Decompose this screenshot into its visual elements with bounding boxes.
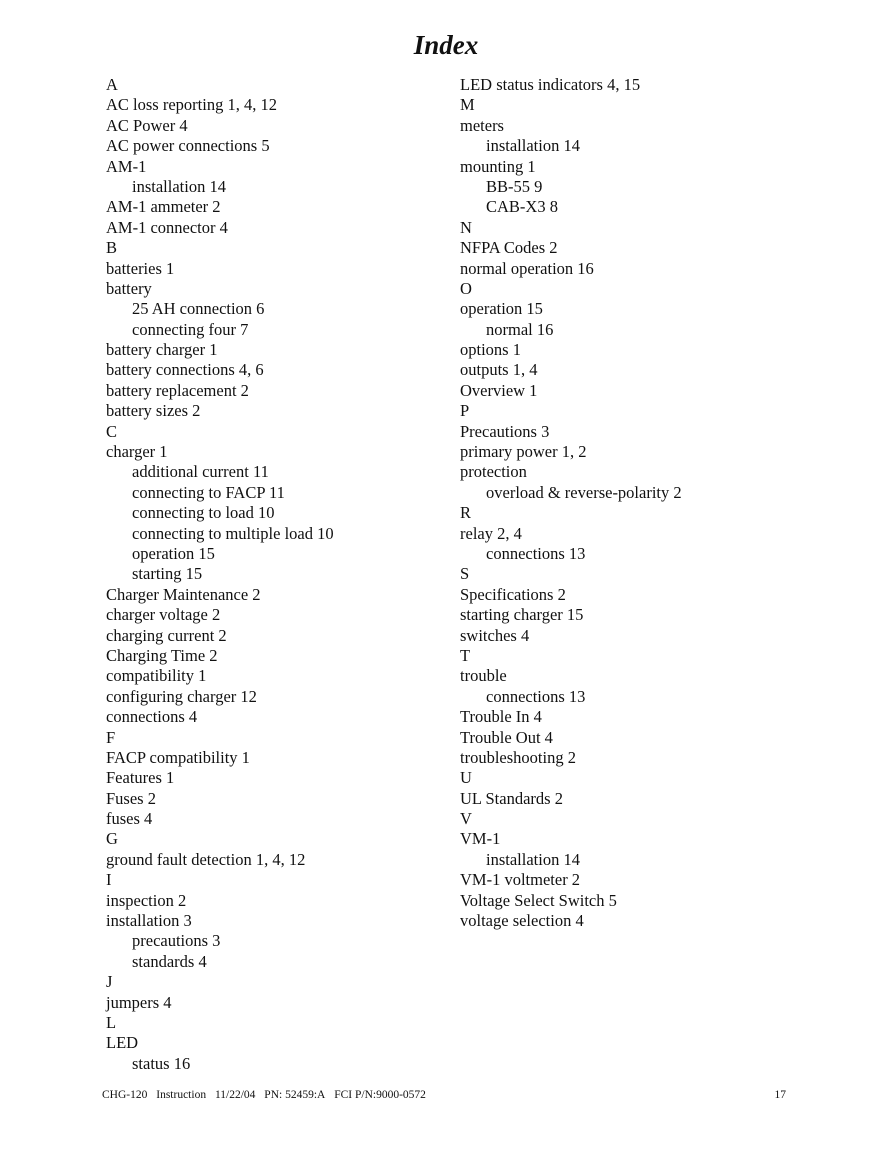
index-subentry: standards 4 xyxy=(132,951,207,971)
index-entry: T xyxy=(460,645,471,665)
index-entry: jumpers 4 xyxy=(106,992,172,1012)
index-entry: AM-1 xyxy=(106,156,147,176)
index-subentry: connecting to load 10 xyxy=(132,503,275,523)
index-entry: operation 15 xyxy=(460,299,543,319)
index-entry: Precautions 3 xyxy=(460,421,550,441)
index-entry: AM-1 ammeter 2 xyxy=(106,197,221,217)
index-entry: Features 1 xyxy=(106,768,175,788)
index-subentry: installation 14 xyxy=(486,136,580,156)
index-entry: charger voltage 2 xyxy=(106,605,221,625)
index-entry: options 1 xyxy=(460,340,521,360)
index-subentry: precautions 3 xyxy=(132,931,221,951)
index-subentry: connections 13 xyxy=(486,686,586,706)
index-entry: batteries 1 xyxy=(106,258,175,278)
index-entry: troubleshooting 2 xyxy=(460,747,576,767)
index-entry: LED xyxy=(106,1033,139,1053)
index-entry: AM-1 connector 4 xyxy=(106,217,228,237)
index-subentry: 25 AH connection 6 xyxy=(132,299,265,319)
index-column-left xyxy=(106,75,334,1074)
index-entry: F xyxy=(106,727,116,747)
index-subentry: normal 16 xyxy=(486,319,554,339)
index-subentry: installation 14 xyxy=(486,849,580,869)
footer-fci-pn: FCI P/N:9000-0572 xyxy=(334,1089,426,1101)
index-subentry: operation 15 xyxy=(132,543,215,563)
index-entry: FACP compatibility 1 xyxy=(106,747,250,767)
page-title: Index xyxy=(413,30,479,60)
index-entry: charging current 2 xyxy=(106,625,227,645)
index-entry: VM-1 voltmeter 2 xyxy=(460,870,581,890)
index-entry: starting charger 15 xyxy=(460,605,584,625)
index-entry: Trouble Out 4 xyxy=(460,727,553,747)
index-entry: Fuses 2 xyxy=(106,788,156,808)
index-entry: A xyxy=(106,75,118,94)
index-entry: Voltage Select Switch 5 xyxy=(460,890,617,910)
index-entry: primary power 1, 2 xyxy=(460,442,587,462)
index-entry: battery charger 1 xyxy=(106,340,218,360)
index-entry: Trouble In 4 xyxy=(460,707,542,727)
index-entry: switches 4 xyxy=(460,625,530,645)
index-entry: normal operation 16 xyxy=(460,258,594,278)
index-subentry: connections 13 xyxy=(486,543,586,563)
index-entry: N xyxy=(460,217,472,237)
index-entry: voltage selection 4 xyxy=(460,911,584,931)
index-subentry: additional current 11 xyxy=(132,462,269,482)
index-entry: connections 4 xyxy=(106,707,198,727)
footer-page-number: 17 xyxy=(774,1089,786,1101)
footer-product: CHG-120 xyxy=(102,1089,148,1101)
index-entry: B xyxy=(106,238,118,258)
index-entry: O xyxy=(460,278,472,298)
index-entry: I xyxy=(106,870,112,890)
index-entry: AC power connections 5 xyxy=(106,136,270,156)
index-subentry: installation 14 xyxy=(132,176,226,196)
index-entry: battery replacement 2 xyxy=(106,380,249,400)
index-entry: protection xyxy=(460,462,527,482)
index-entry: UL Standards 2 xyxy=(460,788,563,808)
index-entry: M xyxy=(460,95,475,115)
footer-doc-type: Instruction xyxy=(156,1089,207,1101)
index-entry: P xyxy=(460,401,470,421)
index-entry: relay 2, 4 xyxy=(460,523,522,543)
index-subentry: overload & reverse-polarity 2 xyxy=(486,482,682,502)
index-entry: configuring charger 12 xyxy=(106,686,257,706)
index-entry: R xyxy=(460,503,472,523)
index-entry: L xyxy=(106,1012,117,1032)
index-entry: compatibility 1 xyxy=(106,666,207,686)
index-entry: meters xyxy=(460,115,504,135)
index-subentry: status 16 xyxy=(132,1053,191,1073)
index-entry: C xyxy=(106,421,118,441)
footer-date: 11/22/04 xyxy=(214,1089,256,1101)
index-entry: ground fault detection 1, 4, 12 xyxy=(106,849,306,869)
index-entry: Specifications 2 xyxy=(460,584,566,604)
index-entry: fuses 4 xyxy=(106,809,153,829)
index-entry: mounting 1 xyxy=(460,156,536,176)
index-subentry: connecting to FACP 11 xyxy=(132,482,285,502)
index-entry: J xyxy=(106,972,113,992)
index-entry: trouble xyxy=(460,666,507,686)
index-entry: S xyxy=(460,564,470,584)
index-entry: U xyxy=(460,768,472,788)
index-entry: Overview 1 xyxy=(460,380,538,400)
index-entry: G xyxy=(106,829,118,849)
index-entry: inspection 2 xyxy=(106,890,187,910)
index-subentry: connecting four 7 xyxy=(132,319,249,339)
index-column-right xyxy=(460,75,682,931)
index-entry: AC loss reporting 1, 4, 12 xyxy=(106,95,277,115)
index-entry: battery xyxy=(106,278,152,298)
index-subentry: starting 15 xyxy=(132,564,203,584)
index-entry: battery connections 4, 6 xyxy=(106,360,264,380)
footer-doc-info xyxy=(102,1089,432,1101)
page-footer xyxy=(102,1089,786,1101)
index-subentry: BB-55 9 xyxy=(486,176,543,196)
index-entry: VM-1 xyxy=(460,829,501,849)
index-subentry: CAB-X3 8 xyxy=(486,197,558,217)
index-entry: outputs 1, 4 xyxy=(460,360,538,380)
index-entry: NFPA Codes 2 xyxy=(460,238,558,258)
index-subentry: connecting to multiple load 10 xyxy=(132,523,334,543)
index-entry: charger 1 xyxy=(106,442,168,462)
index-entry: LED status indicators 4, 15 xyxy=(460,75,641,94)
index-entry: V xyxy=(460,809,472,829)
index-entry: Charging Time 2 xyxy=(106,645,218,665)
index-entry: battery sizes 2 xyxy=(106,401,201,421)
index-entry: installation 3 xyxy=(106,911,192,931)
footer-pn: PN: 52459:A xyxy=(264,1089,326,1101)
index-entry: AC Power 4 xyxy=(106,115,188,135)
index-entry: Charger Maintenance 2 xyxy=(106,584,261,604)
